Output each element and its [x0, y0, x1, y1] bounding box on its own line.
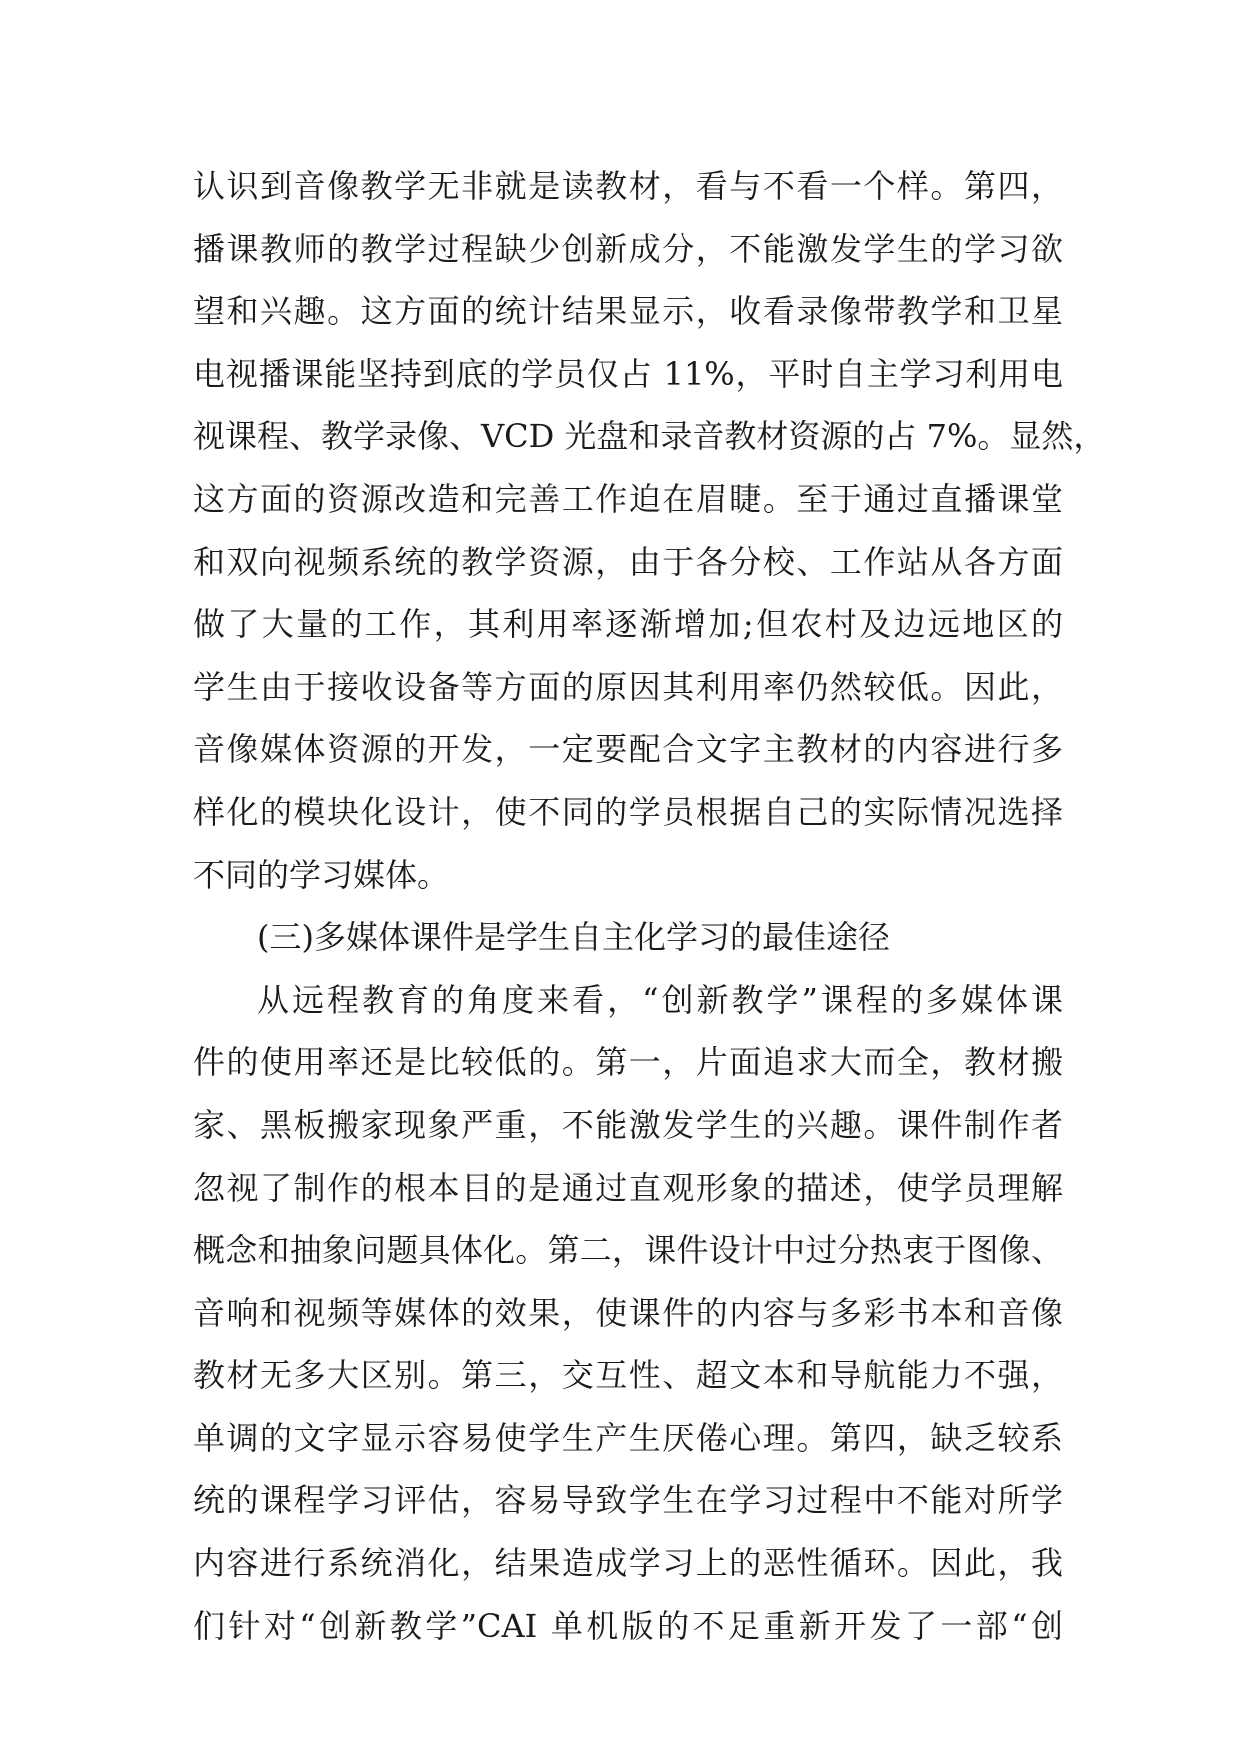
text-line: 概念和抽象问题具体化。第二，课件设计中过分热衷于图像、: [193, 1231, 1063, 1270]
text-line: 视课程、教学录像、VCD 光盘和录音教材资源的占 7%。显然，: [193, 417, 1106, 456]
text-line: 不同的学习媒体。: [193, 855, 450, 894]
text-line: 做了大量的工作，其利用率逐渐增加;但农村及边远地区的: [193, 605, 1063, 644]
section-heading: (三)多媒体课件是学生自主化学习的最佳途径: [257, 918, 890, 957]
text-line: 件的使用率还是比较低的。第一，片面追求大而全，教材搬: [193, 1043, 1063, 1082]
text-line: 电视播课能坚持到底的学员仅占 11%，平时自主学习利用电: [193, 354, 1063, 393]
paragraph-1: [193, 155, 1106, 906]
text-line: 这方面的资源改造和完善工作迫在眉睫。至于通过直播课堂: [193, 479, 1063, 518]
text-line: 教材无多大区别。第三，交互性、超文本和导航能力不强，: [193, 1356, 1063, 1395]
text-line: 认识到音像教学无非就是读教材，看与不看一个样。第四，: [193, 167, 1063, 205]
text-line: 单调的文字显示容易使学生产生厌倦心理。第四，缺乏较系: [193, 1418, 1063, 1457]
text-line: 家、黑板搬家现象严重，不能激发学生的兴趣。课件制作者: [193, 1105, 1063, 1144]
text-line: 从远程教育的角度来看，“创新教学”课程的多媒体课: [257, 980, 1063, 1019]
text-line: 忽视了制作的根本目的是通过直观形象的描述，使学员理解: [193, 1168, 1063, 1207]
text-line: 望和兴趣。这方面的统计结果显示，收看录像带教学和卫星: [193, 292, 1063, 331]
text-line: 音响和视频等媒体的效果，使课件的内容与多彩书本和音像: [193, 1293, 1063, 1332]
text-line: 音像媒体资源的开发，一定要配合文字主教材的内容进行多: [193, 730, 1063, 769]
text-line: 播课教师的教学过程缺少创新成分，不能激发学生的学习欲: [193, 229, 1063, 268]
text-line: 们针对“创新教学”CAI 单机版的不足重新开发了一部“创: [193, 1606, 1063, 1645]
text-line: 和双向视频系统的教学资源，由于各分校、工作站从各方面: [193, 542, 1063, 581]
text-line: 内容进行系统消化，结果造成学习上的恶性循环。因此，我: [193, 1544, 1063, 1583]
document-body: [193, 155, 1106, 1657]
text-line: 样化的模块化设计，使不同的学员根据自己的实际情况选择: [193, 792, 1063, 831]
text-line: 学生由于接收设备等方面的原因其利用率仍然较低。因此，: [193, 667, 1063, 706]
text-line: 统的课程学习评估，容易导致学生在学习过程中不能对所学: [193, 1481, 1063, 1520]
paragraph-2: [193, 969, 1063, 1658]
